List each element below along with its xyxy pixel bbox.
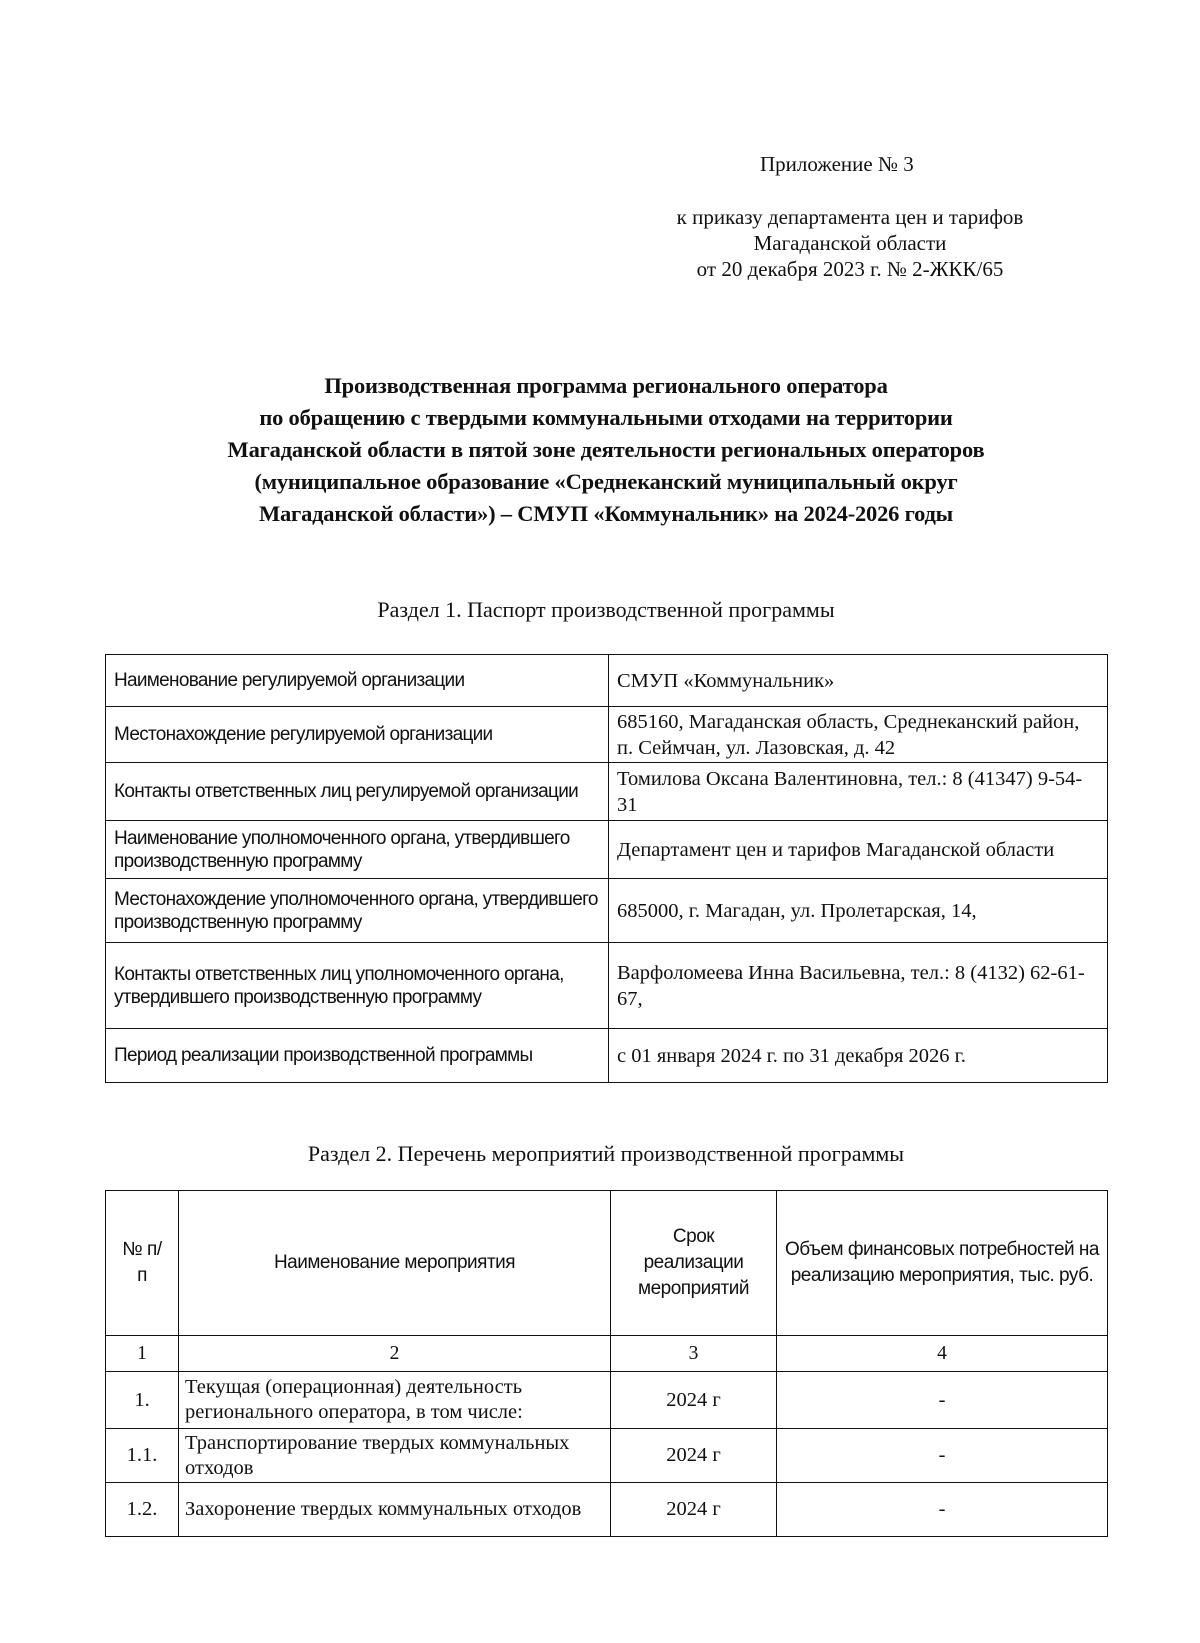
column-header-term: Срок реализации мероприятий: [611, 1191, 777, 1336]
title-line: Производственная программа регионального оператора: [324, 373, 888, 398]
event-amount: -: [777, 1429, 1108, 1483]
column-header-amount: Объем финансовых потребностей на реализацию мероприятия, тыс. руб.: [777, 1191, 1108, 1336]
column-number: 3: [611, 1336, 777, 1372]
document-title: [100, 370, 1112, 530]
passport-label: Местонахождение уполномоченного органа, утвердившего производственную программу: [106, 879, 609, 943]
passport-label: Местонахождение регулируемой организации: [106, 707, 609, 763]
table-row: [106, 943, 1108, 1029]
event-number: 1.: [106, 1372, 179, 1429]
column-number: 1: [106, 1336, 179, 1372]
passport-value: Департамент цен и тарифов Магаданской области: [609, 821, 1108, 879]
order-reference-line: от 20 декабря 2023 г. № 2-ЖКК/65: [696, 257, 1004, 281]
passport-value: с 01 января 2024 г. по 31 декабря 2026 г.: [609, 1029, 1108, 1083]
table-header-row: [106, 1191, 1108, 1336]
column-number-row: [106, 1336, 1108, 1372]
passport-value: 685000, г. Магадан, ул. Пролетарская, 14,: [609, 879, 1108, 943]
order-reference: [640, 204, 1060, 282]
passport-label: Контакты ответственных лиц уполномоченного органа, утвердившего производственную программу: [106, 943, 609, 1029]
event-amount: -: [777, 1483, 1108, 1537]
title-line: Магаданской области в пятой зоне деятельности региональных операторов: [227, 437, 985, 462]
event-name: Транспортирование твердых коммунальных отходов: [179, 1429, 611, 1483]
appendix-number: Приложение № 3: [760, 152, 914, 176]
table-row: [106, 879, 1108, 943]
column-header-name: Наименование мероприятия: [179, 1191, 611, 1336]
section1-heading: Раздел 1. Паспорт производственной программы: [377, 597, 835, 622]
table-row: [106, 821, 1108, 879]
order-reference-line: Магаданской области: [753, 231, 947, 255]
title-line: по обращению с твердыми коммунальными отходами на территории: [259, 405, 953, 430]
passport-value: Томилова Оксана Валентиновна, тел.: 8 (41347) 9-54-31: [609, 763, 1108, 821]
column-header-num: № п/п: [106, 1191, 179, 1336]
title-line: Магаданской области») – СМУП «Коммунальник» на 2024-2026 годы: [258, 501, 954, 526]
event-amount: -: [777, 1372, 1108, 1429]
title-line: (муниципальное образование «Среднеканский муниципальный округ: [254, 469, 958, 494]
order-reference-line: к приказу департамента цен и тарифов: [676, 205, 1024, 229]
passport-label: Наименование уполномоченного органа, утвердившего производственную программу: [106, 821, 609, 879]
column-number: 2: [179, 1336, 611, 1372]
table-row: [106, 1483, 1108, 1537]
table-row: [106, 655, 1108, 707]
events-table: [105, 1190, 1108, 1537]
event-name: Текущая (операционная) деятельность регионального оператора, в том числе:: [179, 1372, 611, 1429]
event-number: 1.1.: [106, 1429, 179, 1483]
table-row: [106, 763, 1108, 821]
event-name: Захоронение твердых коммунальных отходов: [179, 1483, 611, 1537]
table-row: [106, 1029, 1108, 1083]
passport-label: Период реализации производственной программы: [106, 1029, 609, 1083]
table-row: [106, 1372, 1108, 1429]
event-term: 2024 г: [611, 1429, 777, 1483]
section2-heading: Раздел 2. Перечень мероприятий производственной программы: [307, 1141, 905, 1166]
passport-value: СМУП «Коммунальник»: [609, 655, 1108, 707]
passport-label: Контакты ответственных лиц регулируемой организации: [106, 763, 609, 821]
table-row: [106, 1429, 1108, 1483]
passport-value: Варфоломеева Инна Васильевна, тел.: 8 (4132) 62-61-67,: [609, 943, 1108, 1029]
column-number: 4: [777, 1336, 1108, 1372]
event-number: 1.2.: [106, 1483, 179, 1537]
event-term: 2024 г: [611, 1372, 777, 1429]
passport-value: 685160, Магаданская область, Среднеканский район, п. Сеймчан, ул. Лазовская, д. 42: [609, 707, 1108, 763]
event-term: 2024 г: [611, 1483, 777, 1537]
passport-label: Наименование регулируемой организации: [106, 655, 609, 707]
table-row: [106, 707, 1108, 763]
passport-table: [105, 654, 1108, 1083]
